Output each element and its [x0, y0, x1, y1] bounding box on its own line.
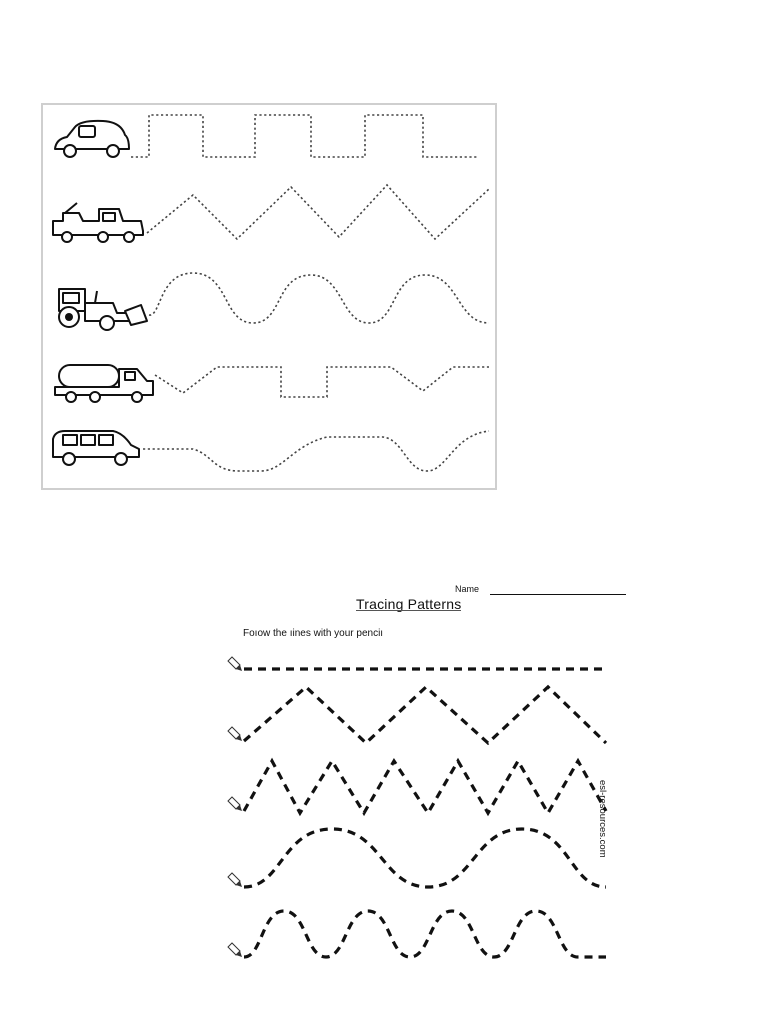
trace-path-zigzag [147, 185, 489, 239]
instruction-text: Foıow the ıines with your penciı [243, 628, 384, 639]
trace-path-rounded-wave [149, 273, 489, 323]
car-icon [55, 121, 129, 157]
trace-path-wide-zigzag [244, 687, 606, 743]
tanker-truck-icon [55, 365, 153, 402]
vehicle-tracing-worksheet [41, 103, 497, 490]
trace-path-broad-wave [244, 829, 606, 887]
van-icon [53, 431, 139, 465]
pencil-icon [228, 943, 242, 957]
trace-path-mixed [155, 367, 489, 397]
pencil-icon [228, 657, 242, 671]
worksheet-title: Tracing Patterns [356, 596, 462, 612]
pencil-icon [228, 873, 242, 887]
name-label: Name [455, 584, 480, 594]
pencil-icon [228, 727, 242, 741]
pencil-icon [228, 797, 242, 811]
tractor-loader-icon [59, 289, 147, 330]
trace-path-tight-zigzag [244, 761, 606, 813]
trace-path-round-wave [244, 911, 606, 957]
watermark: esl-resources.com [597, 780, 608, 858]
trace-path-broad-dip [143, 431, 489, 471]
tracing-patterns-worksheet [222, 575, 642, 975]
tow-truck-icon [53, 203, 143, 242]
trace-path-square-wave [131, 115, 478, 157]
